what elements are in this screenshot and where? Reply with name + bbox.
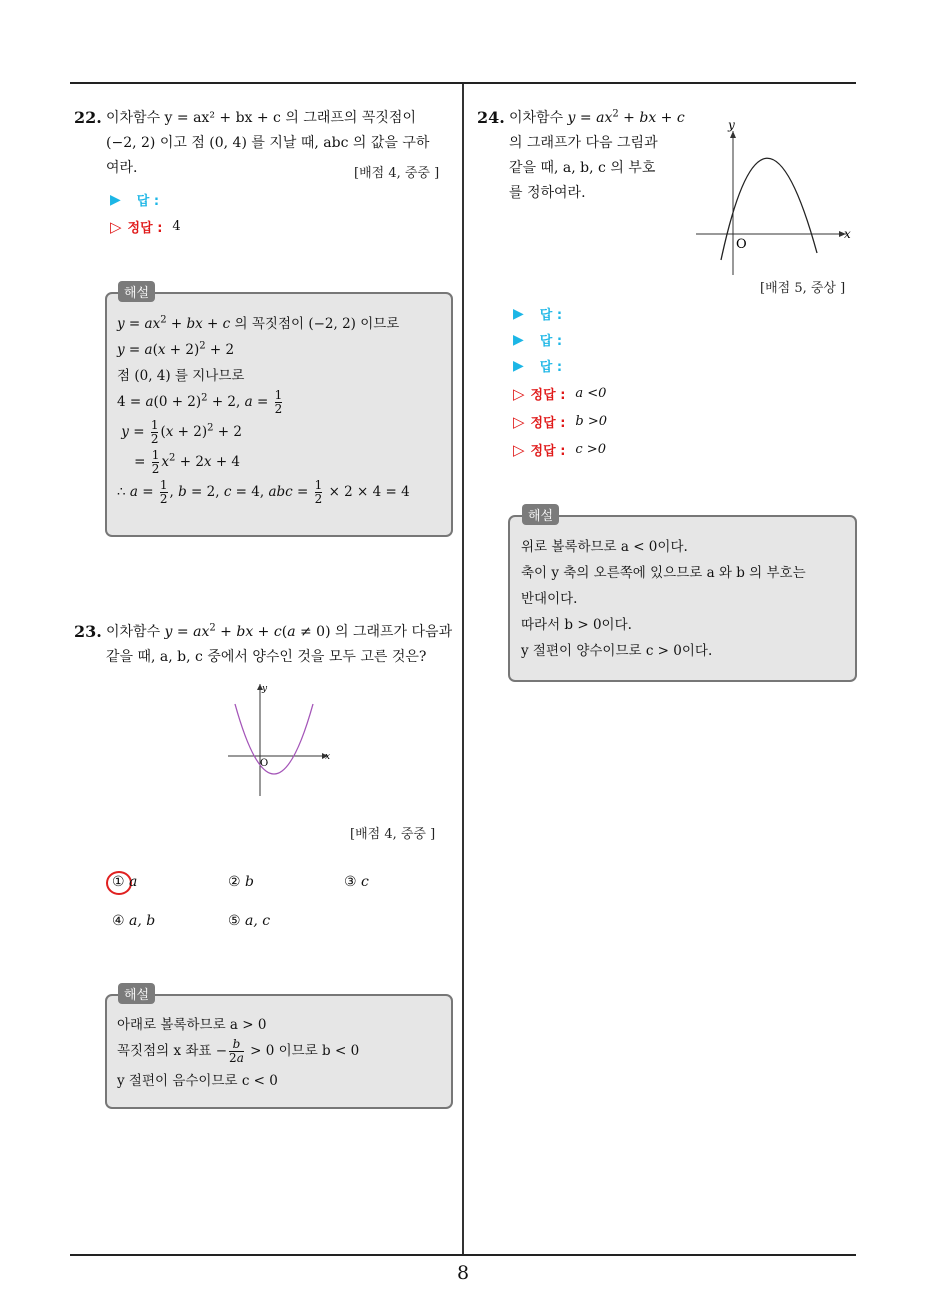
problem-22-number: 22. (74, 108, 102, 127)
sol23-line-1: 아래로 볼록하므로 a > 0 (117, 1017, 267, 1033)
x-axis-label: x (844, 227, 851, 241)
problem-22-stem-line-3: 여라. (106, 160, 138, 176)
sol22-line-7: ∴ a = $\frac{1}{2}$ , b = 2, c = 4, abc = $\frac{1}{2}$ × 2 × 4 = 4 (117, 478, 410, 506)
problem-22-solution (117, 311, 410, 509)
answer-label: 답 : (539, 334, 563, 349)
choice-2-mark: ② (228, 874, 241, 890)
x-axis-label: x (325, 752, 331, 762)
correct-triangle-icon: ▷ (513, 384, 525, 403)
correct-label: 정답 : (530, 416, 566, 431)
origin-label: O (736, 237, 747, 252)
problem-24-difficulty: [배점 5, 중상 ] (760, 281, 846, 296)
sol22-line-1: $y = ax^2$ + bx + c 의 꼭짓점이 (−2, 2) 이므로 (117, 314, 400, 332)
sol24-line-5: y 절편이 양수이므로 c > 0이다. (521, 643, 713, 659)
problem-24-solution (521, 534, 806, 664)
correct-triangle-icon: ▷ (513, 440, 525, 459)
answer-label: 답 : (539, 360, 563, 375)
problem-22-difficulty: [배점 4, 중중 ] (354, 166, 440, 181)
choice-3[interactable] (344, 874, 369, 890)
problem-23-stem-line-2: 같을 때, a, b, c 중에서 양수인 것을 모두 고른 것은? (106, 649, 427, 665)
answer-arrow-icon: ▶ (513, 357, 524, 374)
problem-23-stem (106, 620, 458, 670)
correct-triangle-icon: ▷ (513, 412, 525, 431)
answer-arrow-icon: ▶ (110, 191, 121, 208)
correct-value: c >0 (575, 442, 606, 457)
problem-23-solution (117, 1012, 359, 1094)
column-divider (462, 84, 464, 1254)
choice-2-text: b (245, 874, 254, 890)
y-axis-label: y (262, 684, 268, 694)
problem-24-correct-line-3 (513, 440, 606, 459)
choice-5[interactable] (228, 913, 270, 929)
problem-24-stem-line-4: 를 정하여라. (509, 185, 586, 201)
sol22-line-2: $y = a(x + 2)^2 + 2$ (117, 340, 235, 358)
bottom-rule (70, 1254, 856, 1256)
correct-value: b >0 (575, 414, 608, 429)
correct-triangle-icon: ▷ (110, 217, 122, 236)
problem-22-answer-line (110, 190, 159, 209)
correct-value: 4 (172, 219, 181, 234)
problem-24-correct-line-1 (513, 384, 606, 403)
answer-arrow-icon: ▶ (513, 305, 524, 322)
choice-5-mark: ⑤ (228, 913, 241, 929)
choice-4-mark: ④ (112, 913, 125, 929)
problem-22-solution-tag: 해설 (118, 281, 155, 302)
problem-24-answer-line-1 (513, 304, 562, 323)
choice-1-mark: ① (112, 874, 125, 890)
choice-4[interactable] (112, 913, 155, 929)
choice-3-mark: ③ (344, 874, 357, 890)
problem-23-difficulty: [배점 4, 중중 ] (350, 827, 436, 842)
answer-label: 답 : (136, 194, 160, 209)
problem-24-stem-line-3: 같을 때, a, b, c 의 부호 (509, 160, 656, 176)
sol22-line-3: 점 (0, 4) 를 지나므로 (117, 368, 245, 384)
sol22-line-4: $4 = a(0 + 2)^2 + 2$, a = $\frac{1}{2}$ (117, 388, 283, 416)
correct-label: 정답 : (127, 221, 163, 236)
choice-2[interactable] (228, 874, 254, 890)
problem-24-stem (509, 106, 684, 206)
problem-24-correct-line-2 (513, 412, 607, 431)
sol23-line-3: y 절편이 음수이므로 c < 0 (117, 1073, 278, 1089)
sol24-line-1: 위로 볼록하므로 a < 0이다. (521, 539, 688, 555)
origin-label: O (260, 758, 269, 769)
choice-5-text: a, c (245, 913, 271, 929)
problem-24-stem-line-1: 이차함수 $y = ax^2$ + bx + c (509, 108, 685, 126)
problem-23-number: 23. (74, 622, 102, 641)
problem-24-answer-line-3 (513, 356, 562, 375)
choice-3-text: c (361, 874, 369, 890)
problem-23-graph (224, 680, 336, 800)
page-number: 8 (456, 1262, 470, 1284)
problem-22-stem-line-2: (−2, 2) 이고 점 (0, 4) 를 지날 때, abc 의 값을 구하 (106, 135, 430, 151)
sol24-line-2: 축이 y 축의 오른쪽에 있으므로 a 와 b 의 부호는 (521, 565, 806, 581)
sol23-line-2: 꼭짓점의 x 좌표 − $\frac{b}{2a}$ > 0 이므로 b < 0 (117, 1037, 360, 1065)
choice-1-text: a (129, 874, 138, 890)
correct-label: 정답 : (530, 444, 566, 459)
answer-arrow-icon: ▶ (513, 331, 524, 348)
parabola-curve (235, 704, 313, 774)
problem-24-number: 24. (477, 108, 505, 127)
sol24-line-4: 따라서 b > 0이다. (521, 617, 632, 633)
problem-24-answer-line-2 (513, 330, 562, 349)
sol24-line-3: 반대이다. (521, 591, 578, 607)
problem-23-solution-tag: 해설 (118, 983, 155, 1004)
answer-label: 답 : (539, 308, 563, 323)
sol22-line-6: = $\frac{1}{2}$ $x^2 + 2x + 4$ (117, 448, 241, 476)
sol22-line-5: y = $\frac{1}{2}$ $(x + 2)^2 + 2$ (121, 418, 242, 446)
problem-24-stem-line-2: 의 그래프가 다음 그림과 (509, 135, 658, 151)
problem-22-correct-line (110, 217, 181, 236)
problem-24-solution-tag: 해설 (522, 504, 559, 525)
choice-1[interactable] (112, 874, 137, 890)
correct-label: 정답 : (530, 388, 566, 403)
problem-23-stem-line-1: 이차함수 $y = ax^2$ + bx + c(a ≠ 0) 의 그래프가 다음과 (106, 622, 453, 640)
problem-24-graph (692, 115, 858, 277)
y-axis-arrow-icon (730, 131, 736, 138)
y-axis-label: y (728, 118, 735, 132)
problem-22-stem-line-1: 이차함수 y = ax² + bx + c 의 그래프의 꼭짓점이 (106, 110, 416, 126)
choice-4-text: a, b (129, 913, 156, 929)
correct-value: a <0 (575, 386, 607, 401)
